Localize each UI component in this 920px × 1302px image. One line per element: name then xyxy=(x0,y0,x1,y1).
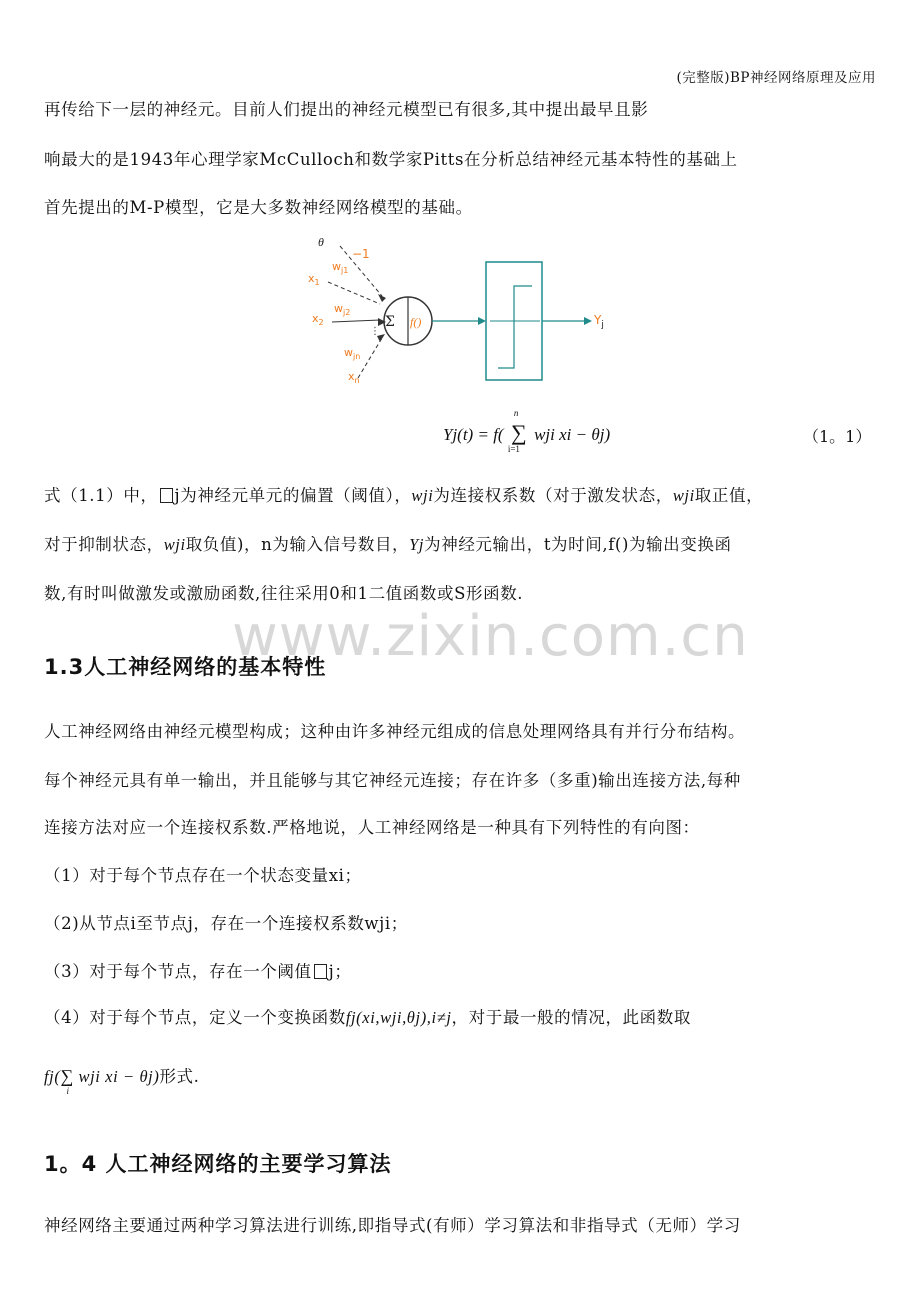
sum-operator-small xyxy=(60,1066,78,1096)
list-item-3 xyxy=(44,962,884,982)
section-1-4-title: 1。4 人工神经网络的主要学习算法 xyxy=(44,1152,392,1176)
sum-lower: i xyxy=(66,1086,70,1096)
list-item-1: （1）对于每个节点存在一个状态变量xi； xyxy=(44,866,362,885)
wji-symbol: wji xyxy=(411,486,434,505)
section-1-3-title: 1.3人工神经网络的基本特性 xyxy=(44,655,327,679)
list-item-text: j； xyxy=(328,962,352,981)
output-label: $Y_j$ xyxy=(594,313,604,330)
sum-upper: n xyxy=(513,408,519,418)
step-function-curve xyxy=(498,286,532,368)
sum-operator xyxy=(507,408,530,454)
x2-line xyxy=(332,320,380,322)
list-item-4-line2 xyxy=(44,1066,884,1096)
arrowhead xyxy=(584,317,592,325)
xn-line xyxy=(358,338,382,378)
list-item-text: ，对于最一般的情况，此函数取 xyxy=(451,1008,691,1027)
yj-symbol: Yj xyxy=(409,535,425,554)
equation-1-1 xyxy=(443,408,611,454)
para2-text: j为神经元单元的偏置（阈值）， xyxy=(174,486,412,505)
wji-symbol: wji xyxy=(163,535,186,554)
vertical-dots: ⋮ xyxy=(370,326,380,337)
xn-label: $x_n$ xyxy=(348,370,360,385)
x1-label: $x_1$ xyxy=(308,272,320,287)
para2-line3: 数,有时叫做激发或激励函数,往往采用0和1二值函数或S形函数. xyxy=(44,584,524,603)
func-form-a: fj( xyxy=(44,1067,61,1086)
para1-line1: 再传给下一层的神经元。目前人们提出的神经元模型已有很多,其中提出最早且影 xyxy=(44,100,649,119)
arrowhead xyxy=(378,294,386,302)
para2-text: 取负值)，n为输入信号数目， xyxy=(185,535,410,554)
theta-label: θ xyxy=(318,235,324,249)
wji-symbol: wji xyxy=(672,486,695,505)
list-item-text: （4）对于每个节点，定义一个变换函数 xyxy=(44,1008,346,1027)
para1-line2: 响最大的是1943年心理学家McCulloch和数学家Pitts在分析总结神经元基本特性的基础上 xyxy=(44,150,738,169)
sum-symbol: ∑ xyxy=(60,1066,74,1086)
equation-rhs: wji xi − θj) xyxy=(534,425,611,444)
para2-text: 为神经元输出，t为时间,f()为输出变换函 xyxy=(424,535,732,554)
page-header: (完整版)BP神经网络原理及应用 xyxy=(676,70,876,86)
para1-line3: 首先提出的M-P模型，它是大多数神经网络模型的基础。 xyxy=(44,198,473,217)
activation-func: f() xyxy=(410,315,422,329)
watermark: www.zixin.com.cn xyxy=(232,604,749,669)
func-form-b: wji xi − θj) xyxy=(78,1067,160,1086)
sigma-symbol: Σ xyxy=(385,314,395,330)
mp-neuron-diagram xyxy=(300,230,620,400)
wj2-label: $w_{j2}$ xyxy=(334,302,351,317)
x1-line xyxy=(328,282,380,304)
sum-lower: i=1 xyxy=(507,444,520,454)
transform-function: fj(xi,wji,θj),i≠j xyxy=(345,1008,452,1027)
section13-line1: 人工神经网络由神经元模型构成；这种由许多神经元组成的信息处理网络具有并行分布结构。 xyxy=(44,722,746,741)
x2-label: $x_2$ xyxy=(312,312,324,327)
wj1-label: $w_{j1}$ xyxy=(332,260,349,275)
para2-text: 式（1.1）中， xyxy=(44,486,158,505)
sum-symbol: ∑ xyxy=(511,420,527,445)
wjn-label: $w_{jn}$ xyxy=(344,346,361,361)
list-item-text: 形式. xyxy=(159,1067,200,1086)
para2-text: 取正值， xyxy=(694,486,764,505)
para2-text: 对于抑制状态， xyxy=(44,535,164,554)
list-item-2: （2)从节点i至节点j，存在一个连接权系数wji； xyxy=(44,914,408,933)
section14-line1: 神经网络主要通过两种学习算法进行训练,即指导式(有师）学习算法和非指导式（无师）学习 xyxy=(44,1216,741,1235)
section13-line2: 每个神经元具有单一输出，并且能够与其它神经元连接；存在许多（多重)输出连接方法,每种 xyxy=(44,771,741,790)
para2-line2 xyxy=(44,535,884,555)
list-item-text: （3）对于每个节点，存在一个阈值 xyxy=(44,962,312,981)
list-item-4 xyxy=(44,1008,884,1028)
section13-line3: 连接方法对应一个连接权系数.严格地说，人工神经网络是一种具有下列特性的有向图： xyxy=(44,818,700,837)
para2-line1 xyxy=(44,486,884,506)
missing-glyph-box xyxy=(314,964,327,979)
missing-glyph-box xyxy=(160,488,173,503)
minus-one-label: −1 xyxy=(352,247,370,261)
equation-number: （1。1） xyxy=(803,427,872,446)
arrowhead xyxy=(478,317,486,325)
equation-lhs: Yj(t) = f( xyxy=(443,425,504,444)
para2-text: 为连接权系数（对于激发状态， xyxy=(433,486,673,505)
